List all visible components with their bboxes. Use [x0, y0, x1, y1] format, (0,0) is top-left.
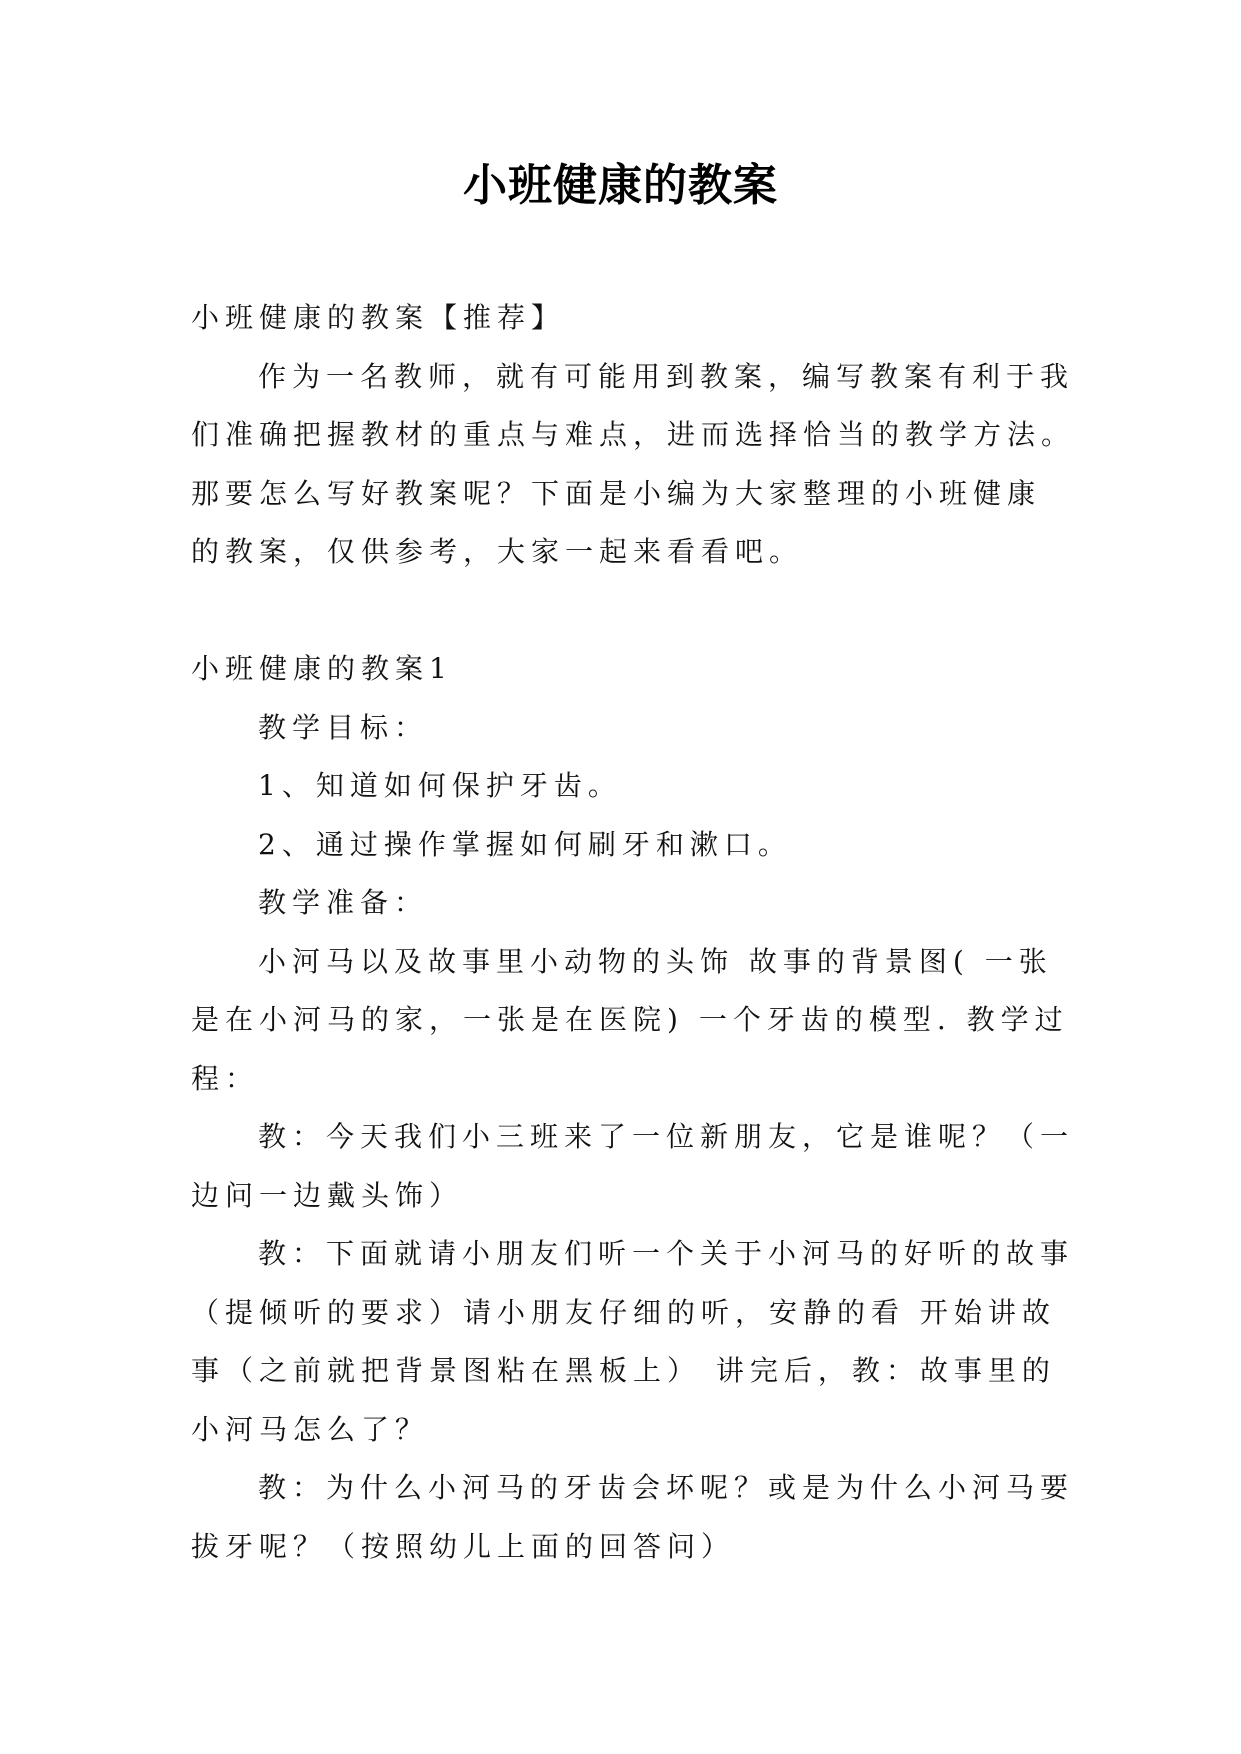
paragraph-line: 是在小河马的家，一张是在医院) 一个牙齿的模型. 教学过: [191, 1003, 1069, 1036]
blank-line: [191, 582, 1091, 641]
paragraph-line: 那要怎么写好教案呢？下面是小编为大家整理的小班健康: [191, 476, 1042, 510]
paragraph-line: 小河马以及故事里小动物的头饰 故事的背景图( 一张: [258, 944, 1053, 978]
paragraph-line: 小河马怎么了？: [191, 1412, 430, 1446]
paragraph-line: 的教案，仅供参考，大家一起来看看吧。: [191, 535, 804, 568]
section-heading: 小班健康的教案1: [191, 652, 453, 685]
dialogue-paragraph: [191, 1108, 1091, 1225]
prep-label: 教学准备：: [258, 886, 429, 919]
paragraph-line: 教：下面就请小朋友们听一个关于小河马的好听的故事: [258, 1237, 1075, 1270]
paragraph-line: 程：: [191, 1061, 260, 1095]
document-body: [191, 289, 1091, 1576]
paragraph-line: 事（之前就把背景图粘在黑板上） 讲完后，教：故事里的: [191, 1354, 1056, 1387]
paragraph-line: （提倾听的要求）请小朋友仔细的听，安静的看 开始讲故: [191, 1295, 1056, 1329]
goal-item: 1、知道如何保护牙齿。: [258, 769, 622, 802]
document-title: 小班健康的教案: [463, 160, 778, 211]
intro-paragraph: [191, 348, 1091, 582]
paragraph-line: 教：为什么小河马的牙齿会坏呢？或是为什么小河马要: [258, 1471, 1075, 1504]
dialogue-paragraph: [191, 1459, 1091, 1576]
paragraph-line: 拔牙呢？（按照幼儿上面的回答问）: [191, 1529, 736, 1563]
paragraph-line: 们准确把握教材的重点与难点，进而选择恰当的教学方法。: [191, 418, 1076, 451]
prep-paragraph: [191, 933, 1091, 1109]
goal-item: 2、通过操作掌握如何刷牙和漱口。: [258, 827, 792, 861]
paragraph-line: 边问一边戴头饰）: [191, 1178, 464, 1212]
goals-label: 教学目标：: [258, 710, 429, 744]
paragraph-line: 教：今天我们小三班来了一位新朋友，它是谁呢？（一: [258, 1120, 1075, 1153]
paragraph-line: 作为一名教师，就有可能用到教案，编写教案有利于我: [258, 359, 1075, 393]
article-heading: 小班健康的教案【推荐】: [191, 301, 566, 334]
section-1: [191, 640, 1091, 1576]
dialogue-paragraph: [191, 1225, 1091, 1459]
